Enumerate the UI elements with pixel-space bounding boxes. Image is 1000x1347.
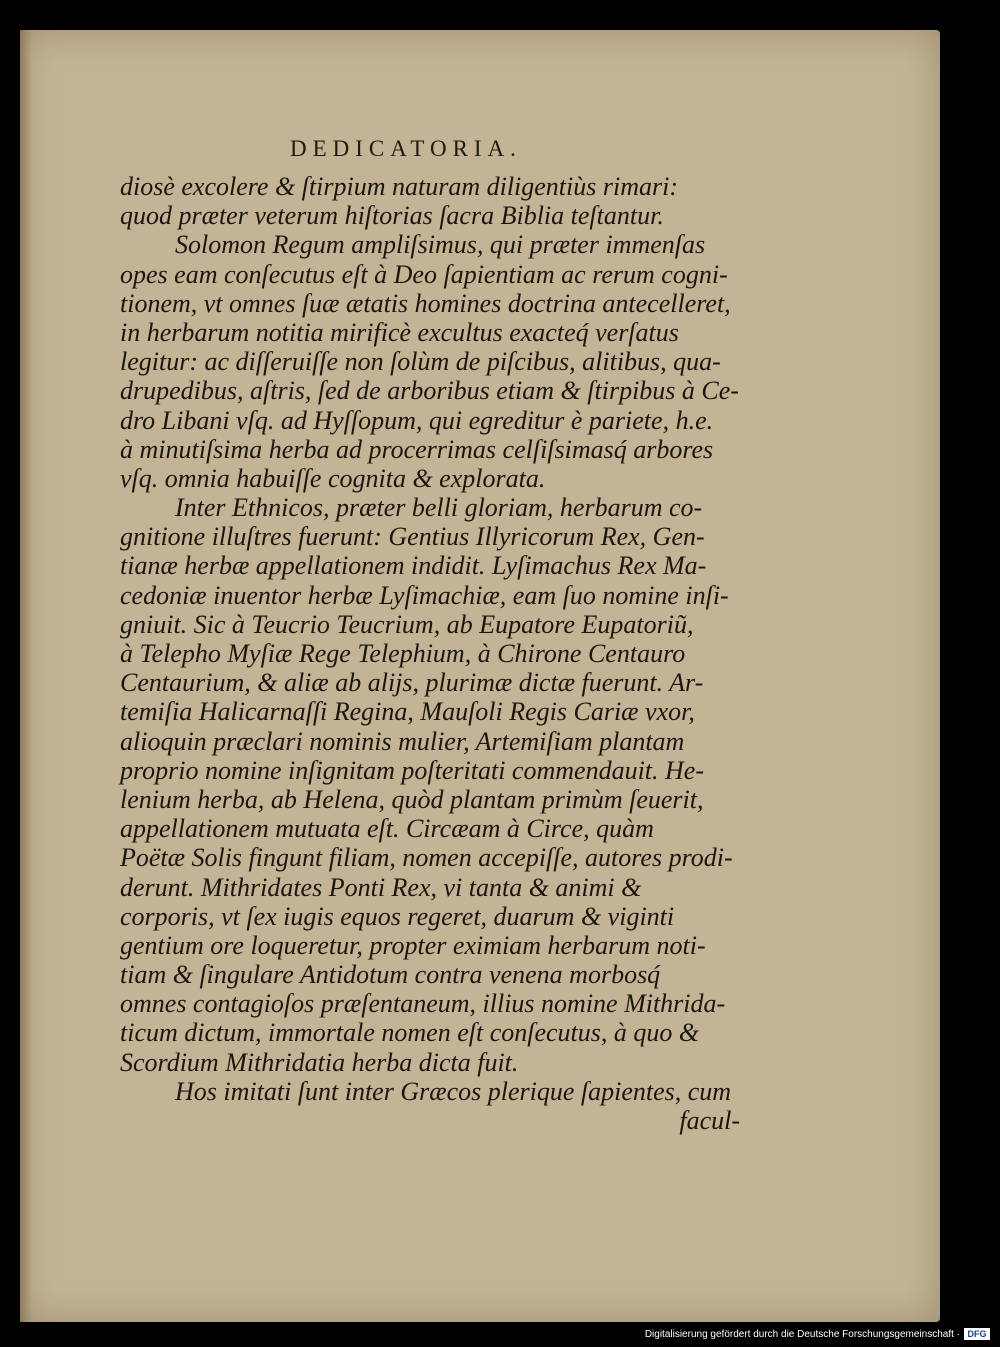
text-line: temiſia Halicarnaſſi Regina, Mauſoli Regis Cariæ vxor, (120, 697, 695, 727)
text-line: drupedibus, aſtris, ſed de arboribus etiam & ſtirpibus à Ce- (120, 376, 739, 406)
text-line: vſq. omnia habuiſſe cognita & explorata. (120, 463, 546, 493)
text-line: opes eam conſecutus eſt à Deo ſapientiam ac rerum cogni- (120, 259, 728, 289)
text-line: Centaurium, & aliæ ab alijs, plurimæ dictæ fuerunt. Ar- (120, 668, 704, 698)
body-text (120, 172, 740, 1135)
text-line: Scordium Mithridatia herba dicta fuit. (120, 1047, 519, 1077)
text-line: quod præter veterum hiſtorias ſacra Biblia teſtantur. (120, 201, 664, 231)
text-line: legitur: ac diſſeruiſſe non ſolùm de piſcibus, alitibus, qua- (120, 347, 721, 377)
running-header: DEDICATORIA. (290, 136, 522, 161)
text-line: appellationem mutuata eſt. Circæam à Circe, quàm (120, 814, 654, 844)
text-line: diosè excolere & ſtirpium naturam diligentiùs rimari: (120, 172, 678, 201)
text-line: gniuit. Sic à Teucrio Teucrium, ab Eupatore Eupatoriũ, (120, 609, 694, 639)
text-line: cedoniæ inuentor herbæ Lyſimachiæ, eam ſuo nomine inſi- (120, 580, 729, 610)
funding-credit: Digitalisierung gefördert durch die Deutsche Forschungsgemeinschaft · (644, 1329, 960, 1340)
text-line: Solomon Regum ampliſsimus, qui præter immenſas (175, 230, 706, 260)
text-line: in herbarum notitia mirificè excultus exacteq́ verſatus (120, 317, 679, 347)
text-line: tianæ herbæ appellationem indidit. Lyſimachus Rex Ma- (120, 551, 707, 581)
text-line: dro Libani vſq. ad Hyſſopum, qui egreditur è pariete, h.e. (120, 405, 714, 435)
text-line: gnitione illuſtres fuerunt: Gentius Illyricorum Rex, Gen- (120, 522, 705, 552)
book-page (20, 30, 940, 1322)
text-line: lenium herba, ab Helena, quòd plantam primùm ſeuerit, (120, 784, 704, 814)
text-line: corporis, vt ſex iugis equos regeret, duarum & viginti (120, 901, 675, 931)
text-line: alioquin præclari nominis mulier, Artemiſiam plantam (120, 726, 685, 756)
dfg-logo: DFG (964, 1328, 990, 1340)
text-line: Inter Ethnicos, præter belli gloriam, herbarum co- (175, 493, 703, 523)
text-line: gentium ore loqueretur, propter eximiam herbarum noti- (120, 930, 706, 960)
text-line: omnes contagioſos præſentaneum, illius nomine Mithrida- (120, 989, 726, 1019)
text-line: à Telepho Myſiæ Rege Telephium, à Chirone Centauro (120, 639, 686, 668)
text-line: tiam & ſingulare Antidotum contra venena morbosq́ (120, 960, 661, 990)
catchword: facul- (679, 1106, 740, 1135)
text-line: tionem, vt omnes ſuæ ætatis homines doctrina antecelleret, (120, 288, 731, 318)
text-line: Poëtæ Solis fingunt filiam, nomen accepiſſe, autores prodi- (120, 843, 733, 873)
text-line: ticum dictum, immortale nomen eſt conſecutus, à quo & (120, 1018, 700, 1048)
text-line: derunt. Mithridates Ponti Rex, vi tanta & animi & (120, 872, 642, 902)
text-line: proprio nomine inſignitam poſteritati commendauit. He- (120, 755, 704, 785)
text-line: à minutiſsima herba ad procerrimas celſiſsimasq́ arbores (120, 434, 714, 464)
text-line: Hos imitati ſunt inter Græcos plerique ſapientes, cum (175, 1076, 732, 1106)
